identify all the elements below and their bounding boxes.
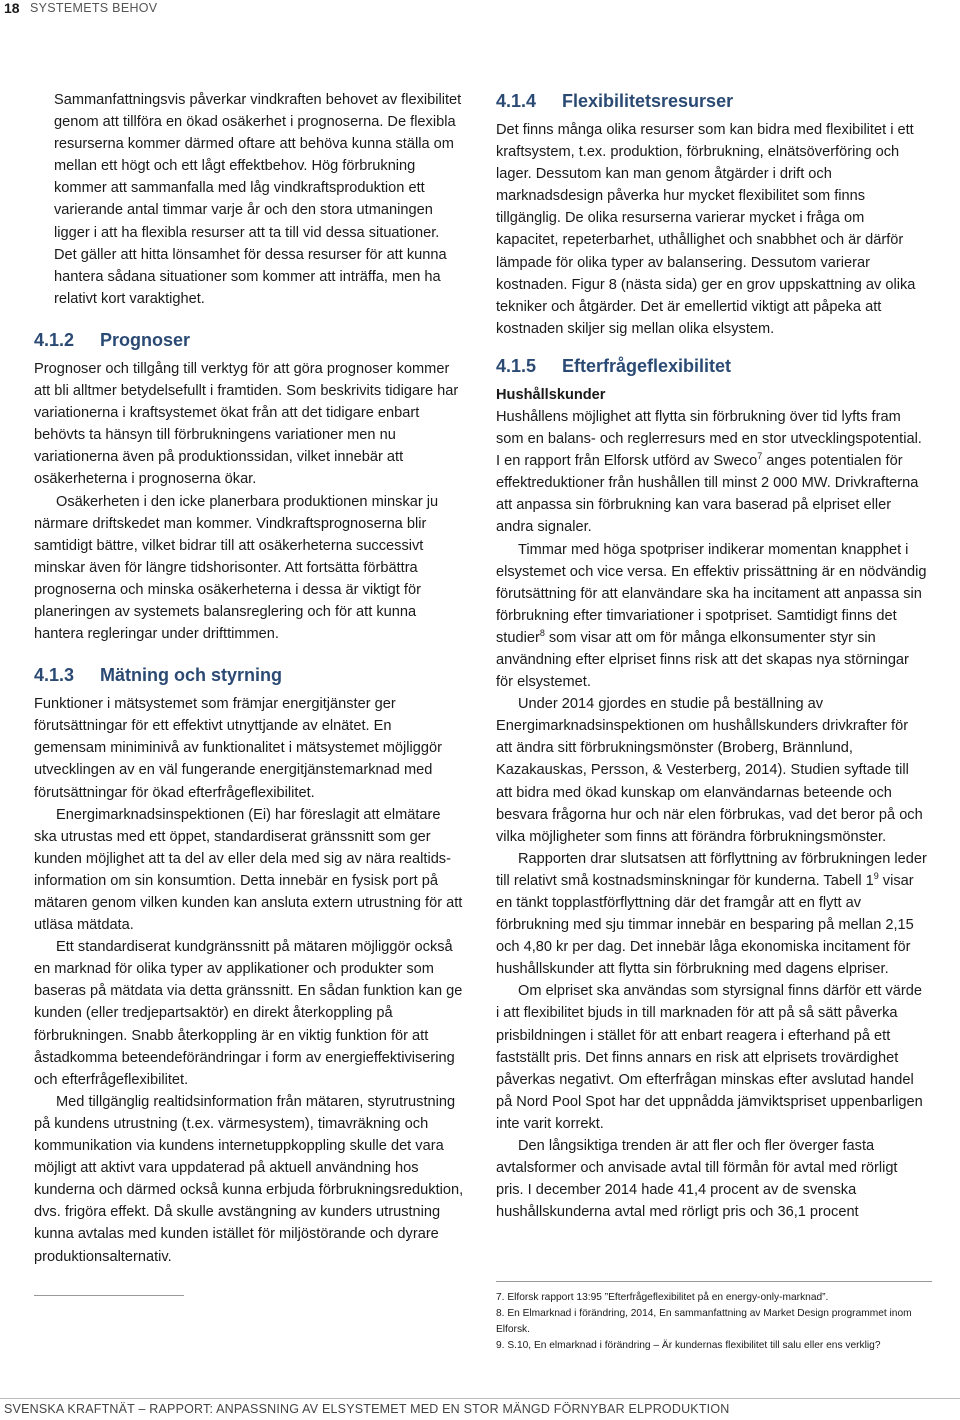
footnotes [496,1290,936,1354]
heading-title: Prognoser [100,329,191,350]
heading-number: 4.1.5 [496,355,537,376]
heading-number: 4.1.2 [34,329,75,350]
subheading-hushallskunder: Hushållskunder [496,386,606,403]
paragraph: Energimarknadsinspektionen (Ei) har föreslagit att elmätare ska utrustas med ett öppet, standardiserat gränssnitt som ger kunden möjlighet att ta del av eller dela med sig av nära realtids-information om sin konsumtion. Detta innebär en fysisk port på mätaren genom vilken kunden kan ansluta extern utrustning för att utläsa mätdata. [34,806,463,934]
footnote-divider [496,1281,932,1282]
paragraph: Ett standardiserat kundgränssnitt på mätaren möjliggör också en marknad för olika typer av applikationer och produkter som baseras på mätdata via detta gränssnitt. En sådan funktion kan ge kunden (eller tredjepartsaktör) en direkt återkoppling på förbrukningen. Snabb återkoppling är en viktig funktion för att åstadkomma beteendeförändringar i form av energieffektivisering och efterfrågeflexibilitet. [34,939,463,1088]
footnote-ref-9: 9 [873,871,879,882]
left-column [34,89,466,1268]
heading-title: Mätning och styrning [100,665,282,686]
running-section-title: SYSTEMETS BEHOV [30,1,158,15]
heading-4-1-3 [34,663,466,687]
page-header [0,0,960,20]
paragraph: Funktioner i mätsystemet som främjar energitjänster ger förutsättningar för ett effektivt utnyttjande av elnätet. En gemensam miniminivå av funktionalitet i mätsystemet möjliggör utvecklingen av en väl fungerande energitjänstemarknad med förutsättningar för ökad efterfrågeflexibilitet. [34,696,442,801]
footnote-9: 9. S.10, En elmarknad i förändring – Är kundernas flexibilitet till salu eller ens verklig? [496,1340,881,1351]
divider-left [34,1295,184,1296]
paragraph: Prognoser och tillgång till verktyg för att göra prognoser kommer att bli alltmer betydelsefullt i framtiden. Som beskrivits tidigare har variationerna i kraftsystemet ökat från att det tidigare enbart behövts ta hänsyn till förbrukningens variationer men nu variationerna även på produktionssidan, vilket innebär att osäkerheterna i prognoserna ökar. [34,360,459,488]
page-number: 18 [4,0,20,16]
paragraph: Under 2014 gjordes en studie på beställning av Energimarknadsinspektionen om hushållskunders drivkrafter för att ändra sitt förbrukningsmönster (Broberg, Brännlund, Kazakauskas, Persson, & Vesterberg, 2014). Studien syftade till att bidra med ökad kunskap om elanvändarnas beteende och besvara frågorna hur och när elen förbrukas, vad det beror på och vilka möjligheter som finns att förändra förbrukningsmönster. [496,696,923,845]
paragraph: Det finns många olika resurser som kan bidra med flexibilitet i ett kraftsystem, t.ex. produktion, förbrukning, elnätsöverföring och lager. Dessutom kan man genom åtgärder i drift och marknadsdesign påverka hur mycket flexibilitet som finns tillgänglig. De olika resurserna varierar mycket i fråga om kapacitet, repeterbarhet, uthållighet och snabbhet och är därför lämpade för olika typer av balansering. Dessutom varierar kostnaden. Figur 8 (nästa sida) ger en grov uppskattning av olika tekniker och åtgärder. Det är emellertid viktigt att påpeka att kostnaden skiljer sig mellan olika elsystem. [496,122,916,337]
intro-paragraph: Sammanfattningsvis påverkar vindkraften behovet av flexibilitet genom att tillföra en ökad osäkerhet i prognoserna. De flexibla resurserna kommer därmed oftare att behöva kunna ställa om mellan ett högt och ett lågt effektbehov. Hög förbrukning kommer att sammanfalla med låg vindkraftsproduktion ett varierande antal timmar varje år och den stora utmaningen ligger i att ha flexibla resurser att ta till vid dessa situationer. Det gäller att hitta lönsamhet för dessa resurser för att kunna hantera sådana situationer som kommer att inträffa, men ha relativt kort varaktighet. [54,92,462,307]
paragraph: Med tillgänglig realtidsinformation från mätaren, styrutrustning på kundens utrustning (t.ex. värmesystem), timavräkning och kommunikation via kundens internetuppkoppling skulle det vara möjligt att aktivt vara uppdaterad på aktuell användning hos kunderna och därmed också kunna erbjuda förbrukningsreduktion, dvs. frigöra effekt. Då skulle avstängning av kunders utrustning kunna avtalas med kunden istället för miljöstörande och dyrare produktionsalternativ. [34,1093,464,1265]
heading-title: Flexibilitetsresurser [562,91,734,111]
right-column [496,89,928,1223]
footnote-7: 7. Elforsk rapport 13:95 ”Efterfrågeflexibilitet på en energy-only-marknad”. [496,1292,829,1303]
paragraph: Om elpriset ska användas som styrsignal finns därför ett värde i att flexibilitet bjuds in till marknaden för att på så sätt påverka prisbildningen i stället för att enbart reagera i efterhand på ett fastställt pris. Det finns annars en risk att elprisets trovärdighet påverkas negativt. Om efterfrågan minskas efter avslutad handel på Nord Pool Spot har det uppnådda jämviktspriset uppenbarligen inte varit korrekt. [496,983,923,1132]
paragraph: Osäkerheten i den icke planerbara produktionen minskar ju närmare driftskedet man kommer. Vindkraftsprognoserna blir samtidigt bättre, vilket bidrar till att osäkerheterna successivt minskar även för längre tidshorisonter. Att fortsätta förbättra prognoserna och minska osäkerheterna i dessa är viktigt för planeringen av systemets balansreglering och för att kunna hantera regleringar under drifttimmen. [34,493,439,643]
heading-title: Efterfrågeflexibilitet [562,355,732,376]
heading-number: 4.1.4 [496,91,537,111]
footnote-8: 8. En Elmarknad i förändring, 2014, En sammanfattning av Market Design programmet inom Elforsk. [496,1308,912,1335]
footer-divider [0,1398,960,1399]
heading-number: 4.1.3 [34,665,75,686]
heading-4-1-5 [496,354,928,378]
paragraph: Timmar med höga spotpriser indikerar momentan knapphet i elsystemet och vice versa. En effektiv prissättning är en nödvändig förutsättning för att elanvändare ska ha incitament att anpassa sin förbrukning efter timvariationer i spotpriset. Samtidigt finns det studier$^8$ som visar att om för många elkonsumenter styr sin användning efter elpriset finns risk att det skapas nya störningar för elsystemet. [496,541,927,691]
heading-4-1-2 [34,328,466,352]
heading-4-1-4 [496,89,928,113]
paragraph: Den långsiktiga trenden är att fler och fler överger fasta avtalsformer och anvisade avtal till förmån för avtal med rörligt pris. I december 2014 hade 41,4 procent av de svenska hushållskunderna avtal med rörligt pris och 36,1 procent [496,1138,898,1221]
paragraph: Hushållens möjlighet att flytta sin förbrukning över tid lyfts fram som en balans- och reglerresurs med en stor utvecklingspotential. I en rapport från Elforsk utförd av Sweco$^7$ anges potentialen för effektreduktioner från hushållen till minst 2 000 MW. Drivkrafterna att anpassa sin förbrukning kan vara baserad på elpriset eller andra signaler. [496,408,922,536]
paragraph: Rapporten drar slutsatsen att förflyttning av förbrukningen leder till relativt små kostnadsminskningar för kunderna. Tabell $1^9$ visar en tänkt topplastförflyttning där det framgår att en flytt av förbrukning med sju timmar innebär en besparing på mellan 2,15 och 4,80 kr per dag. Det innebär låga ekonomiska incitament för hushållskunder att flytta sin förbrukning med dagens elpriser. [496,850,927,978]
page-footer: SVENSKA KRAFTNÄT – RAPPORT: ANPASSNING AV ELSYSTEMET MED EN STOR MÄNGD FÖRNYBAR ELPRODUKTION [4,1402,730,1416]
footnote-ref-8: 8 [539,628,545,639]
footnote-ref-7: 7 [757,451,763,462]
